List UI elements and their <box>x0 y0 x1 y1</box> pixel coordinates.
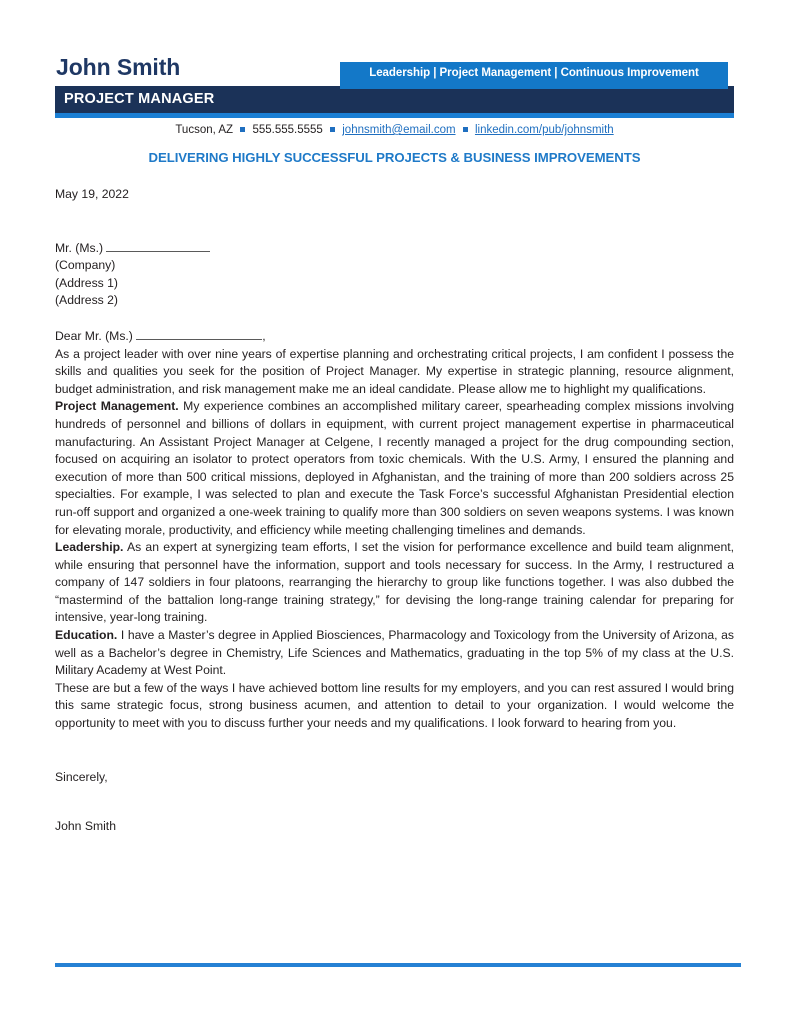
closing-salutation: Sincerely, <box>55 769 108 784</box>
job-title-bar <box>55 86 734 113</box>
letter-body <box>55 186 734 836</box>
signature-name: John Smith <box>55 819 116 834</box>
square-bullet-icon <box>240 127 245 132</box>
letter-date: May 19, 2022 <box>55 187 129 201</box>
accent-strip <box>55 113 734 118</box>
salutation-prefix: Dear Mr. (Ms.) <box>55 328 133 343</box>
recipient-name-line <box>55 240 734 258</box>
paragraph-intro <box>55 346 734 399</box>
job-title-text: PROJECT MANAGER <box>64 91 215 107</box>
square-bullet-icon <box>330 127 335 132</box>
contact-location: Tucson, AZ <box>175 124 234 136</box>
contact-email-link[interactable]: johnsmith@email.com <box>342 124 456 136</box>
paragraph-text: As an expert at synergizing team efforts, I set the vision for performance excellence and build team alignment, while ensuring that personnel have the information, support and tools necessary for success. In the Army, I restructured a company of 147 soldiers in four platoons, rearranging the hierarchy to group like functions together. I was also dubbed the “mastermind of the battalion long-range training strategy,” for devising the long-range training calendar for preparing for intensive, year-long training. <box>55 540 734 625</box>
paragraph-text: My experience combines an accomplished military career, spearheading complex missions involving hundreds of personnel and billions of dollars in equipment, with current project management expertise in pharmaceutical manufacturing. An Assistant Project Manager at Celgene, I recently managed a project for the drug compounding section, focused on acquiring an isolator to protect operators from toxic chemicals. With the U.S. Army, I ensured the planning and execution of more than 500 critical missions, deployed in Afghanistan, and the training of more than 200 soldiers across 25 specialties. For example, I was selected to plan and execute the Task Force’s successful Afghanistan Presidential election run-off support and organized a one-week training to qualify more than 300 soldiers on seven weapons systems. I was known for elevating morale, productivity, and efficiency while meeting challenging timelines and demands. <box>55 399 734 537</box>
paragraph-leadership <box>55 539 734 627</box>
footer-rule <box>55 963 741 967</box>
contact-phone: 555.555.5555 <box>252 124 323 136</box>
salutation-blank <box>136 328 262 340</box>
contact-line <box>55 124 734 136</box>
recipient-name-blank <box>106 240 210 252</box>
paragraph-lead: Education. <box>55 628 118 643</box>
paragraph-project-management <box>55 398 734 539</box>
salutation-line <box>55 328 734 346</box>
recipient-address-block <box>55 240 734 310</box>
candidate-name: John Smith <box>56 54 181 80</box>
salutation-suffix: , <box>262 328 266 343</box>
paragraph-lead: Leadership. <box>55 540 124 555</box>
tagline-box <box>340 62 728 89</box>
paragraph-closing-statement <box>55 680 734 733</box>
recipient-address-2: (Address 2) <box>55 293 118 308</box>
paragraph-text: I have a Master’s degree in Applied Biosciences, Pharmacology and Toxicology from the University of Arizona, as well as a Bachelor’s degree in Chemistry, Life Sciences and Mathematics, graduating in the top 5% of my class at the U.S. Military Academy at West Point. <box>55 628 734 678</box>
value-proposition-headline: DELIVERING HIGHLY SUCCESSFUL PROJECTS & BUSINESS IMPROVEMENTS <box>148 150 641 165</box>
tagline-text: Leadership | Project Management | Continuous Improvement <box>369 67 699 79</box>
contact-linkedin-link[interactable]: linkedin.com/pub/johnsmith <box>474 124 614 136</box>
paragraph-text: As a project leader with over nine years of expertise planning and orchestrating critical projects, I am confident I possess the skills and qualities you seek for the position of Project Manager. My expertise in strategic planning, resource alignment, budget administration, and risk management make me an ideal candidate. Please allow me to highlight my qualifications. <box>55 346 734 396</box>
recipient-name-prefix: Mr. (Ms.) <box>55 240 104 255</box>
square-bullet-icon <box>463 127 468 132</box>
recipient-address-1: (Address 1) <box>55 275 118 290</box>
letterhead-header <box>55 52 734 120</box>
paragraph-education <box>55 627 734 680</box>
paragraph-text: These are but a few of the ways I have achieved bottom line results for my employers, and you can rest assured I would bring this same strategic focus, strong business acumen, and attention to detail to your organization. I would welcome the opportunity to meet with you to discuss further your needs and my qualifications. I look forward to hearing from you. <box>55 680 734 731</box>
recipient-company: (Company) <box>55 258 116 273</box>
paragraph-lead: Project Management. <box>55 399 179 414</box>
